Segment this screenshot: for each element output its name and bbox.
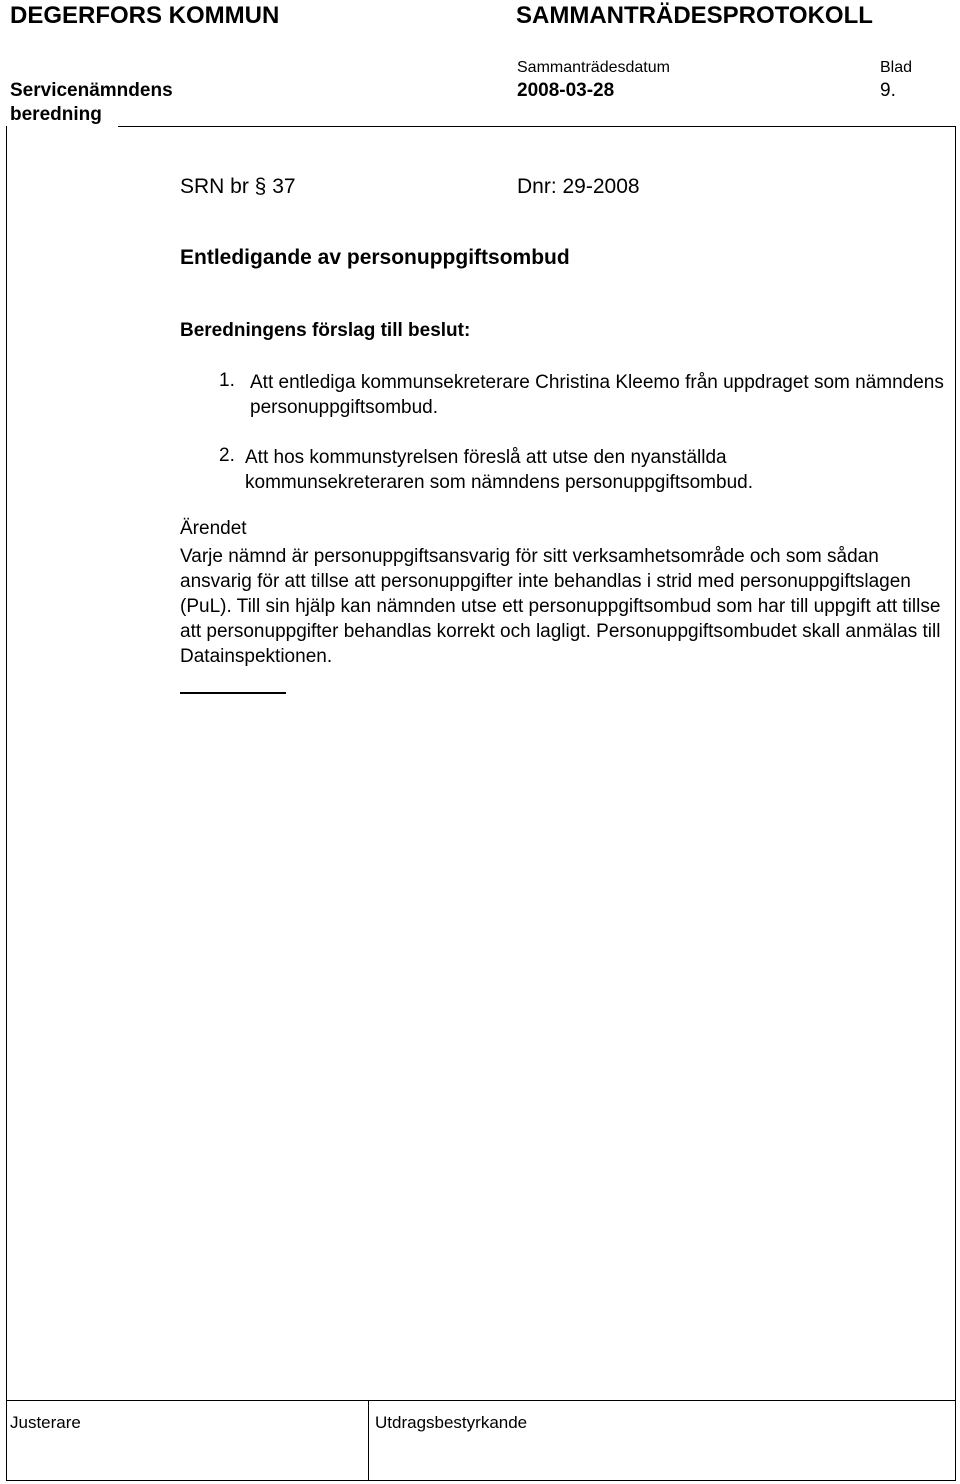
page-label: Blad [880,59,913,76]
adjuster-label: Justerare [10,1413,81,1432]
footer-top-rule [6,1400,956,1401]
board-name-line1: Servicenämndens [10,80,173,101]
meeting-date-label: Sammanträdesdatum [517,59,670,76]
page-number: 9. [880,80,896,101]
proposal-item-1-text: Att entlediga kommunsekreterare Christina Kleemo från uppdraget som nämndens personuppgiftsombud. [250,372,944,418]
matter-body: Varje nämnd är personuppgiftsansvarig för sitt verksamhetsområde och som sådan ansvarig för att tillse att personuppgifter inte behandlas i strid med personuppgiftslagen (PuL). Till sin hjälp kan nämnden utse ett personuppgiftsombud som har till uppgift att tillse att personuppgifter behandlas korrekt och lagligt. Personuppgiftsombudet skall anmälas till Datainspektionen. [180,546,941,667]
proposal-item-2-number: 2. [219,445,235,466]
item-subject: Entledigande av personuppgiftsombud [180,246,570,269]
registration-number: Dnr: 29-2008 [517,175,640,198]
item-number: SRN br § 37 [180,175,296,198]
matter-heading: Ärendet [180,518,247,539]
board-name-line2: beredning [10,104,102,125]
extract-certification-label: Utdragsbestyrkande [375,1413,528,1432]
meeting-date: 2008-03-28 [517,80,615,101]
header-rule [118,126,956,127]
proposal-item-2-text: Att hos kommunstyrelsen föreslå att utse den nyanställda kommunsekreteraren som nämndens personuppgiftsombud. [245,447,753,493]
frame-right [955,126,956,1480]
end-rule [180,692,286,694]
frame-bottom [6,1480,956,1481]
footer-divider [368,1400,369,1480]
proposal-item-1-number: 1. [219,370,235,391]
document-type: SAMMANTRÄDESPROTOKOLL [516,2,873,29]
frame-left [6,126,7,1480]
proposal-heading: Beredningens förslag till beslut: [180,320,471,341]
organization-name: DEGERFORS KOMMUN [10,2,280,29]
